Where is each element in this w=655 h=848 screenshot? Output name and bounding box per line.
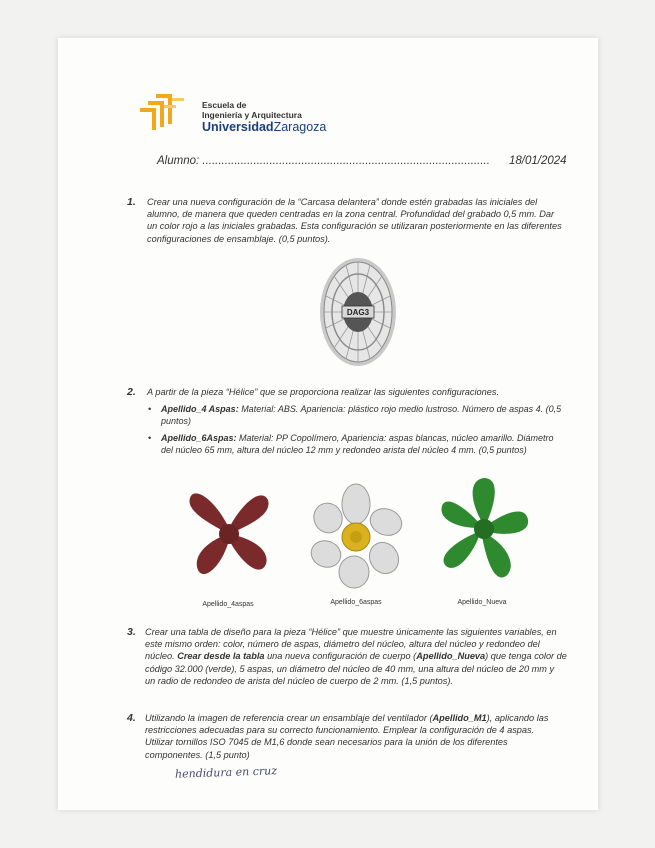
- q3-line: este mismo orden: color, número de aspas, diámetro del núcleo, altura del núcleo y redondeo del: [145, 639, 540, 650]
- caption-fan-nueva: Apellido_Nueva: [457, 599, 507, 606]
- q4-line: restricciones adecuadas para su correcto funcionamiento. Emplear la configuración de 4 aspas.: [145, 725, 535, 736]
- q1-number: 1.: [127, 196, 136, 208]
- bullet1-text: Material: ABS. Apariencia: plástico rojo medio lustroso. Número de aspas 4. (0,5: [238, 404, 562, 414]
- institution-line2: Ingeniería y Arquitectura: [202, 110, 302, 120]
- caption-fan-4: Apellido_4aspas: [202, 601, 254, 608]
- bullet2-text: Material: PP Copolímero, Apariencia: aspas blancas, núcleo amarillo. Diámetro: [236, 433, 554, 443]
- q2-intro: A partir de la pieza “Hélice” que se proporciona realizar las siguientes configuraciones.: [147, 387, 500, 397]
- handwritten-note: hendidura en cruz: [174, 764, 278, 781]
- university-name: [202, 120, 326, 135]
- caption-fan-6: Apellido_6aspas: [330, 599, 382, 606]
- q4-text: [145, 712, 548, 761]
- bullet-dot-icon: •: [148, 404, 152, 414]
- q3-line: un radio de redondeo de arista del núcleo de cuerpo de 2 mm. (1,5 puntos).: [145, 675, 453, 686]
- q4-line: componentes. (1,5 punto): [145, 749, 250, 760]
- carcasa-initials: DAG3: [346, 308, 370, 317]
- bullet1-text-cont: puntos): [161, 416, 192, 426]
- carcasa-delantera-image: [318, 256, 398, 368]
- exam-date: 18/01/2024: [509, 155, 567, 167]
- q4-line: Utilizar tornillos ISO 7045 de M1,6 donde sean necesarios para la unión de los diferentes: [145, 737, 508, 748]
- q1-line: un color rojo a las iniciales grabadas. Esta configuración se utilizaran posteriormente en las diferentes: [147, 221, 562, 232]
- fan-6-blades-white-image: [308, 482, 404, 590]
- institution-name: [202, 100, 326, 135]
- institution-line1: Escuela de: [202, 100, 247, 110]
- q3-line: núcleo. Crear desde la tabla una nueva configuración de cuerpo (Apellido_Nueva) que tenga color de: [145, 651, 567, 662]
- university-city: Zaragoza: [273, 120, 327, 134]
- student-name-field: Alumno: ..........................................................................................: [157, 155, 490, 167]
- q1-line: alumno, de manera que queden centradas en la zona central. Profundidad del grabado 0,5 mm. Dar: [147, 209, 555, 220]
- q3-line: código 32.000 (verde), 5 aspas, un diámetro del núcleo de 40 mm, una altura del núcleo de 20 mm y: [145, 663, 555, 674]
- q3-number: 3.: [127, 626, 136, 638]
- bullet1-title: Apellido_4 Aspas:: [161, 404, 239, 414]
- q3-line: Crear una tabla de diseño para la pieza “Hélice” que muestre únicamente las siguientes variables, en: [145, 627, 557, 637]
- q3-text: [145, 626, 567, 687]
- bullet-dot-icon: •: [148, 433, 152, 443]
- q4-number: 4.: [127, 712, 136, 724]
- fan-5-blades-green-image: [434, 474, 532, 588]
- q2-bullet2: [161, 432, 554, 456]
- university-logo-icon: [138, 92, 190, 132]
- q2-number: 2.: [127, 386, 136, 398]
- bullet2-text-cont: del núcleo 65 mm, altura del núcleo 12 mm y redondeo arista del núcleo 4 mm. (0,5 puntos): [161, 445, 527, 455]
- q1-text: [147, 196, 562, 245]
- q2-bullet1: [161, 403, 561, 427]
- fan-4-blades-red-image: [184, 478, 274, 590]
- q4-line: Utilizando la imagen de referencia crear un ensamblaje del ventilador (Apellido_M1), aplicando las: [145, 713, 549, 723]
- bullet2-title: Apellido_6Aspas:: [161, 433, 237, 443]
- q1-line: Crear una nueva configuración de la “Carcasa delantera” donde estén grabadas las iniciales del: [147, 197, 538, 207]
- university-bold: Universidad: [202, 120, 274, 134]
- q1-line: configuraciones de ensamblaje. (0,5 puntos).: [147, 233, 331, 244]
